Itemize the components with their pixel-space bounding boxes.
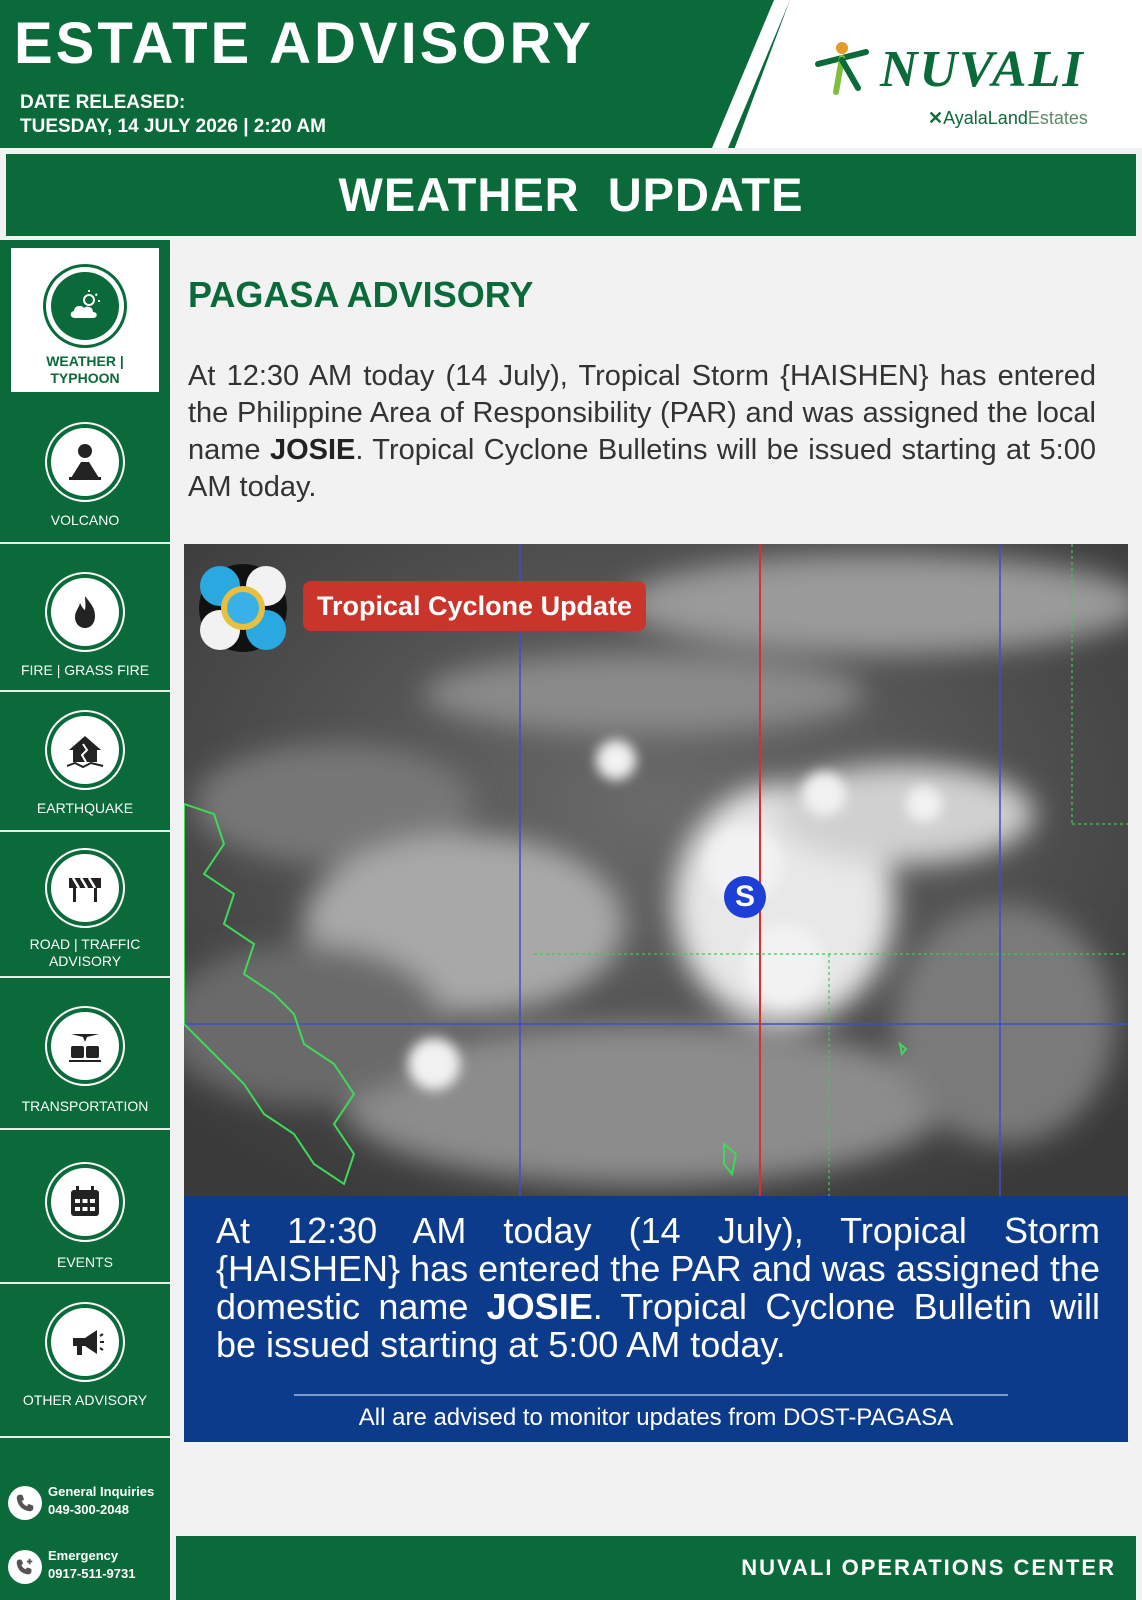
estates-text: Estates <box>1027 108 1088 128</box>
sidebar-item-events[interactable] <box>0 1130 170 1284</box>
transport-icon <box>51 1012 119 1080</box>
caption-text-part: At 12:30 AM today (14 July), Tropical Storm {HAISHEN} has entered the PAR and was assigned the domestic name <box>216 1210 1100 1327</box>
header <box>0 0 1142 148</box>
sidebar-item-other-advisory[interactable] <box>0 1284 170 1438</box>
sidebar-label-active: WEATHER | TYPHOON <box>46 353 124 386</box>
satellite-image <box>184 544 1128 1196</box>
caption-text-part: . Tropical Cyclone Bulletin will be issued starting at 5:00 AM today. <box>216 1286 1100 1365</box>
sidebar-label: OTHER ADVISORY <box>22 1392 148 1408</box>
date-released-label: DATE RELEASED: <box>20 92 186 113</box>
sidebar-label: FIRE | GRASS FIRE <box>20 662 150 678</box>
sidebar-label: TRANSPORTATION <box>21 1098 149 1114</box>
contact-label: General Inquiries <box>48 1484 155 1499</box>
sidebar-label: ROAD | TRAFFIC ADVISORY <box>29 936 141 969</box>
contact-number[interactable]: 049-300-2048 <box>48 1502 129 1517</box>
calendar-icon <box>51 1168 119 1236</box>
tropical-cyclone-update-label: Tropical Cyclone Update <box>303 581 646 631</box>
contact-label: Emergency <box>48 1548 119 1563</box>
advisory-body-text: . Tropical Cyclone Bulletins will be issued starting at 5:00 AM today. <box>188 434 1096 503</box>
advisory-body-text: At 12:30 AM today (14 July), Tropical Storm {HAISHEN} has entered the Philippine Area of Responsibility (PAR) and was assigned the local name <box>188 360 1096 466</box>
satellite-cloud-map <box>184 544 1128 1196</box>
advisory-body <box>188 358 1096 506</box>
cloud-sun-icon <box>51 272 119 340</box>
ayalaland-text: AyalaLand <box>943 108 1028 128</box>
nuvali-figure-icon <box>812 38 872 98</box>
emergency-contact[interactable] <box>6 1544 170 1594</box>
megaphone-icon <box>51 1308 119 1376</box>
footer-text: NUVALI OPERATIONS CENTER <box>741 1555 1116 1580</box>
ayalaland-estates-logo: ✕AyalaLandEstates <box>928 108 1088 128</box>
header-title: ESTATE ADVISORY <box>14 11 594 76</box>
contact-number[interactable]: 0917-511-9731 <box>48 1566 136 1581</box>
fire-icon <box>51 578 119 646</box>
nuvali-logo-text: NUVALI <box>880 41 1085 98</box>
sidebar-item-transportation[interactable] <box>0 978 170 1130</box>
road-barrier-icon <box>51 854 119 922</box>
sidebar-item-weather-typhoon[interactable] <box>8 245 162 395</box>
date-released-value: TUESDAY, 14 JULY 2026 | 2:20 AM <box>20 116 326 137</box>
category-sidebar <box>0 240 170 1600</box>
sidebar-label: EVENTS <box>56 1254 113 1270</box>
sidebar-item-road-traffic[interactable] <box>0 832 170 978</box>
storm-position-marker: S <box>724 876 766 918</box>
sidebar-item-volcano[interactable] <box>0 404 170 544</box>
caption-text <box>216 1212 1100 1364</box>
section-title: PAGASA ADVISORY <box>188 274 534 315</box>
volcano-icon <box>51 428 119 496</box>
storm-local-name: JOSIE <box>269 434 356 466</box>
sidebar-label: EARTHQUAKE <box>36 800 134 816</box>
banner-title: WEATHER UPDATE <box>338 168 804 221</box>
sidebar-label: VOLCANO <box>50 512 120 528</box>
caption-storm-name: JOSIE <box>486 1286 593 1327</box>
caption-divider <box>294 1394 1008 1396</box>
pagasa-seal-icon <box>198 560 288 656</box>
sidebar-item-fire[interactable] <box>0 544 170 692</box>
sidebar-item-earthquake[interactable] <box>0 692 170 832</box>
caption-footnote: All are advised to monitor updates from DOST-PAGASA <box>358 1404 954 1431</box>
general-inquiries-contact[interactable] <box>6 1480 170 1530</box>
phone-icon <box>8 1486 42 1520</box>
earthquake-house-icon <box>51 716 119 784</box>
phone-plus-icon <box>8 1550 42 1584</box>
